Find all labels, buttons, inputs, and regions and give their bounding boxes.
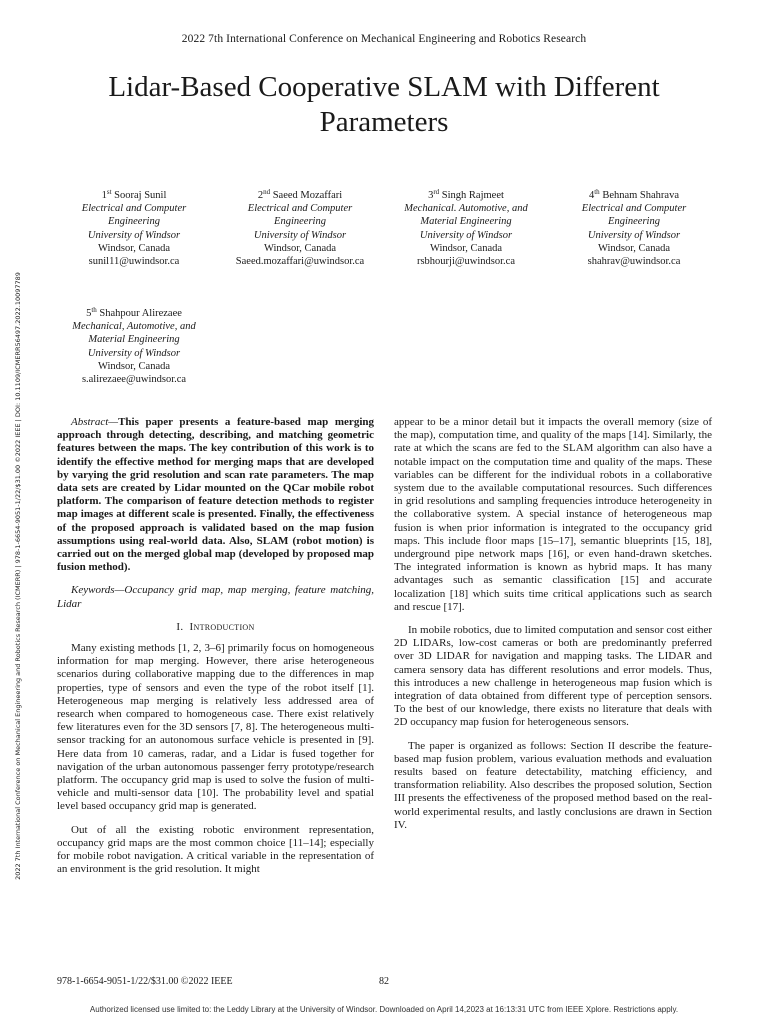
author-affiliation: University of Windsor xyxy=(587,229,681,241)
side-doi-strip xyxy=(10,150,26,1002)
author-block-5 xyxy=(58,307,210,386)
author-dept: Electrical and Computer xyxy=(81,203,187,215)
body-paragraph: The paper is organized as follows: Section II describe the feature-based map fusion problem, various evaluation methods and evaluation results based on feature detectability, matching efficiency, and transformation reliability. Also describes the proposed solution, Section III presents the effectiveness of the proposed method based on the real-world experimental results, and lastly conclusions are drawn in Section IV. xyxy=(394,739,712,831)
body-paragraph: Many existing methods [1, 2, 3–6] primarily focus on homogeneous information for map merging. However, there arise heterogeneous scenarios during collaborative mapping due to the differences in map properties, type of sensors and even the type of the robot itself [1]. Heterogeneous map merging is relatively less addressed area of research when compared to homogeneous case. There exist relatively few literatures even for the 3D sensors [7, 8]. The heterogeneous multi-sensor tracking for an autonomous surface vehicle is presented in [9]. Here data from 10 cameras, radar, and a Lidar is fused together for navigation of the urban autonomous passenger ferry prototype/research platform. The occupancy grid map is used to solve the fusion of multi-vehicle and multi-sensor data [10]. The probability level and spatial level based occupancy grid map is generated. xyxy=(57,642,374,813)
author-affiliation: University of Windsor xyxy=(419,229,513,241)
author-email: Saeed.mozaffari@uwindsor.ca xyxy=(235,256,365,268)
author-dept: Mechanical, Automotive, and xyxy=(72,321,196,333)
author-block-3 xyxy=(390,189,542,268)
abstract-body: This paper presents a feature-based map merging approach through detecting, describing, and matching geometric features between the maps. The key contribution of this work is to identify the effective method for merging maps that are developed by varying the grid resolution and scan rate parameters. The map data sets are created by Lidar mounted on the QCar mobile robot platform. The comparison of feature detection methods to register map images at different scale is presented. Finally, the effectiveness of the proposed approach is validated based on the map fusion assumptions using real-world data. Also, SLAM (robot motion) is carried out on the merged global map (developed by proposed map fusion method). xyxy=(57,416,374,574)
author-location: Windsor, Canada xyxy=(263,242,337,254)
keywords: Keywords—Occupancy grid map, map merging, feature matching, Lidar xyxy=(57,584,374,610)
footer-copyright: 978-1-6654-9051-1/22/$31.00 ©2022 IEEE xyxy=(57,976,233,987)
author-dept: Electrical and Computer xyxy=(247,203,353,215)
author-dept: Engineering xyxy=(274,216,326,228)
author-dept: Electrical and Computer xyxy=(581,203,687,215)
body-paragraph: Out of all the existing robotic environment representation, occupancy grid maps are the most common choice [11–14]; especially for mobile robot navigation. A critical variable in the representation of an environment is the grid resolution. It might xyxy=(57,823,374,876)
author-name: 1st Sooraj Sunil xyxy=(101,188,167,201)
section-heading-introduction: I. Introduction xyxy=(176,620,255,633)
author-email: shahrav@uwindsor.ca xyxy=(587,256,681,268)
license-notice: Authorized licensed use limited to: the Leddy Library at the University of Windsor. Downloaded on April 14,2023 at 16:13:31 UTC from IEEE Xplore. Restrictions apply. xyxy=(89,1005,679,1014)
author-email: rsbhourji@uwindsor.ca xyxy=(416,256,516,268)
body-paragraph: In mobile robotics, due to limited computation and sensor cost either 2D LIDARs, low-cost cameras or both are predominantly preferred over 3D LIDAR for navigation and mapping tasks. The LIDAR and camera sensory data has different resolutions and error models. Thus, this introduces a new challenge in heterogeneous map fusion which is integration of data obtained from different type of perception sensors. To the best of our knowledge, there exists no literature that deals with 2D occupancy map fusion for heterogeneous sensors. xyxy=(394,624,712,729)
author-dept: Engineering xyxy=(108,216,160,228)
page-number: 82 xyxy=(379,976,389,987)
author-dept: Engineering xyxy=(608,216,660,228)
author-email: sunil11@uwindsor.ca xyxy=(88,256,180,268)
author-name: 4th Behnam Shahrava xyxy=(588,188,679,201)
author-dept: Mechanical. Automotive, and xyxy=(404,203,528,215)
author-location: Windsor, Canada xyxy=(97,360,171,372)
author-location: Windsor, Canada xyxy=(597,242,671,254)
body-paragraph: appear to be a minor detail but it impacts the overall memory (size of the map), computation time, and quality of the maps [14]. Similarly, the rate at which the scans are fed to the SLAM algorithm can also have a notable impact on the computation time and quality of the maps. These variables can be different for the individual robots in a collaborative system due to the available computational resources. Such differences in grid resolutions and sampling frequencies introduce heterogeneity in the collaborative system. A special instance of heterogeneous map fusion is when prior information is integrated to the occupancy grid maps. This include floor maps [15–17], semantic blueprints [15, 18], underground pipe network maps [16], or even hand-drawn sketches. The integrated information is known as hybrid maps. It has many advantages such as semantic classification [15] and accurate localization [18] which suits time critical applications such as search and rescue [17]. xyxy=(394,416,712,613)
conference-header: 2022 7th International Conference on Mechanical Engineering and Robotics Research xyxy=(181,33,587,45)
right-column xyxy=(394,416,712,832)
abstract xyxy=(57,416,374,574)
author-location: Windsor, Canada xyxy=(97,242,171,254)
author-dept: Material Engineering xyxy=(420,216,512,228)
author-name: 3rd Singh Rajmeet xyxy=(428,188,504,201)
author-block-1 xyxy=(58,189,210,268)
paper-title: Lidar-Based Cooperative SLAM with Different Parameters xyxy=(108,71,660,138)
author-block-4 xyxy=(558,189,710,268)
side-doi-text: 2022 7th International Conference on Mechanical Engineering and Robotics Research (ICMERR) | 978-1-6654-9051-1/22/$31.00 ©2022 IEEE | DOI: 10.1109/ICMERR56497.2022.10097789 xyxy=(14,272,22,880)
author-dept: Material Engineering xyxy=(88,334,180,346)
author-location: Windsor, Canada xyxy=(429,242,503,254)
author-affiliation: University of Windsor xyxy=(253,229,347,241)
author-block-2 xyxy=(220,189,380,268)
author-affiliation: University of Windsor xyxy=(87,229,181,241)
author-email: s.alirezaee@uwindsor.ca xyxy=(81,374,187,386)
author-name: 2nd Saeed Mozaffari xyxy=(257,188,343,201)
author-affiliation: University of Windsor xyxy=(87,347,181,359)
left-column xyxy=(57,416,374,877)
abstract-label: Abstract— xyxy=(71,416,119,428)
author-name: 5th Shahpour Alirezaee xyxy=(86,306,182,319)
